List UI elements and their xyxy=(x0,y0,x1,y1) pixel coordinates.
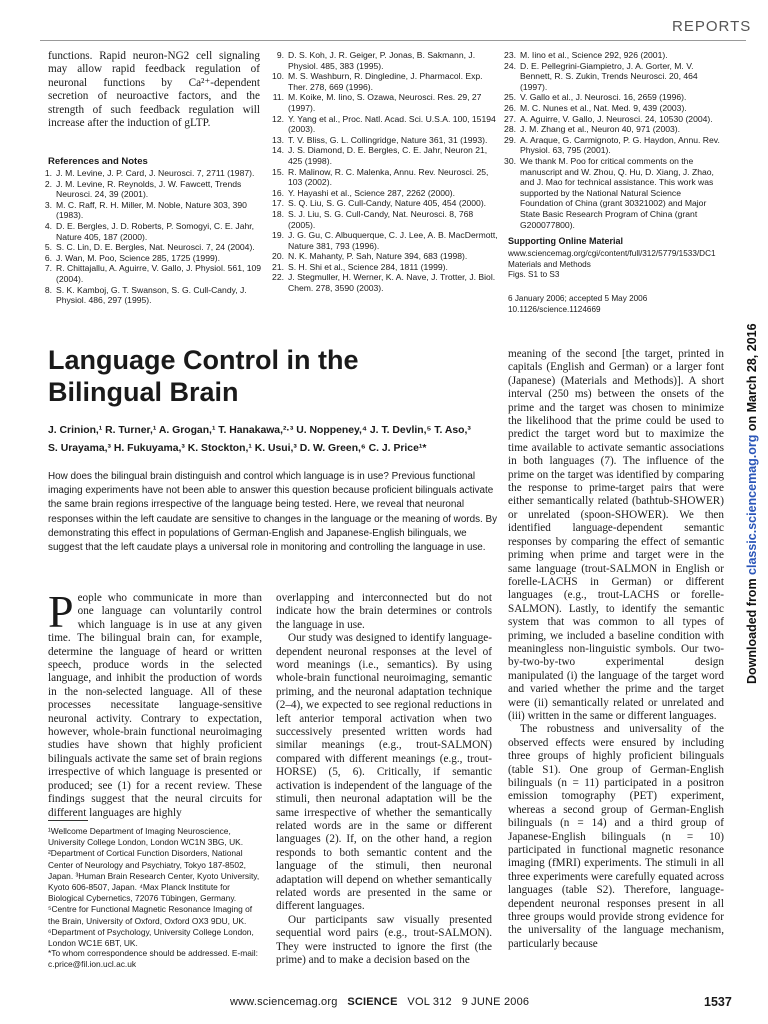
reference-item xyxy=(502,50,724,61)
reference-text: R. Malinow, R. C. Malenka, Annu. Rev. Neurosci. 25, 103 (2002). xyxy=(288,166,489,188)
reference-text: M. Koike, M. Iino, S. Ozawa, Neurosci. Res. 29, 27 (1997). xyxy=(288,92,482,113)
correspondence-note: *To whom correspondence should be addressed. E-mail: c.price@fil.ion.ucl.ac.uk xyxy=(48,948,258,970)
reference-item xyxy=(270,145,498,166)
reference-item xyxy=(502,135,724,156)
reference-item xyxy=(270,167,498,188)
reference-number: 27. xyxy=(504,113,516,124)
reference-text: J. M. Levine, R. Reynolds, J. W. Fawcett, Trends Neurosci. 24, 39 (2001). xyxy=(56,178,242,200)
reference-text: J. Stegmuller, H. Werner, K. A. Nave, J. Trotter, J. Biol. Chem. 278, 3590 (2003). xyxy=(288,272,496,294)
reference-number: 6. xyxy=(44,252,52,263)
reference-item xyxy=(270,272,498,293)
reference-number: 26. xyxy=(504,102,516,113)
authors-line: J. Crinion,¹ R. Turner,¹ A. Grogan,¹ T. Hanakawa,²·³ U. Noppeney,⁴ J. T. Devlin,⁵ T. Aso,³ xyxy=(48,425,471,436)
reference-text: R. Chittajallu, A. Aguirre, V. Gallo, J. Physiol. 561, 109 (2004). xyxy=(56,263,262,284)
reference-number: 4. xyxy=(44,220,52,231)
references-column-2 xyxy=(270,50,498,294)
reference-text: M. C. Raff, R. H. Miller, M. Noble, Nature 303, 390 (1983). xyxy=(56,199,247,221)
body-column-right xyxy=(508,348,724,951)
reference-number: 17. xyxy=(272,198,284,209)
reference-text: S. K. Kamboj, G. T. Swanson, S. G. Cull-Candy, J. Physiol. 486, 297 (1995). xyxy=(56,284,247,306)
reference-item xyxy=(270,198,498,209)
abstract: How does the bilingual brain distinguish and control which language is in use? Previous functional imaging experiments have not been able to answer this question because proficient bilinguals activate the same brain regions irrespective of the language being tested. Here, we reveal that neuronal responses within the left caudate are sensitive to changes in the language or the meaning of words. By demonstrating this effect in populations of German-English and Japanese-English bilinguals, we suggest that the left caudate plays a universal role in monitoring and controlling the language in use. xyxy=(48,471,498,554)
reference-number: 16. xyxy=(272,187,284,198)
supporting-material-url[interactable]: www.sciencemag.org/cgi/content/full/312/5779/1533/DC1 xyxy=(508,249,716,258)
reference-number: 12. xyxy=(272,113,284,124)
article-dates xyxy=(508,294,733,315)
drop-cap: P xyxy=(48,586,74,637)
reference-number: 2. xyxy=(44,178,52,189)
body-paragraph: Our participants saw visually presented sequential word pairs (e.g., trout-SALMON). They were instructed to ignore the first (the prime) and to make a decision based on the xyxy=(276,913,492,966)
reference-text: S. H. Shi et al., Science 284, 1811 (1999). xyxy=(288,261,448,272)
reference-text: Y. Hayashi et al., Science 287, 2262 (2000). xyxy=(288,187,456,198)
reference-item xyxy=(38,200,268,221)
references-column-3 xyxy=(502,50,724,230)
body-paragraph: eople who communicate in more than one language can voluntarily control which language is in use at any given time. The bilingual brain can, for example, determine the language of heard or written speech, produce words in the selected language, and inhibit the production of words in the non-selected language. All of these processes necessitate language-sensitive neuronal activity. Contrary to expectation, however, whole-brain functional neuroimaging studies have shown that highly proficient bilinguals activate the same set of brain regions irrespective of which language is presented or produced; see (1) for a recent review. These findings suggest that the neural circuits for different languages are highly xyxy=(48,592,262,819)
reference-text: T. V. Bliss, G. L. Collingridge, Nature 361, 31 (1993). xyxy=(288,134,488,145)
reference-item xyxy=(38,179,268,200)
reference-item xyxy=(38,253,268,264)
reference-number: 18. xyxy=(272,208,284,219)
watermark-suffix: on March 28, 2016 xyxy=(745,323,759,435)
supporting-material-heading: Supporting Online Material xyxy=(508,236,624,246)
reference-item xyxy=(502,61,724,93)
reference-text: D. S. Koh, J. R. Geiger, P. Jonas, B. Sakmann, J. Physiol. 485, 383 (1995). xyxy=(288,50,476,71)
body-paragraph: The robustness and universality of the observed effects were ensured by including three groups of highly proficient bilinguals (table S1). One group of German-English bilinguals (n = 11) participated in a positron emission tomography (PET) experiment, whereas a second group of German-English bilinguals (n = 14) and a third group of Japanese-English bilinguals (n = 10) participated in functional magnetic resonance imaging (fMRI) experiments. The stimuli in all three experiments were carefully equated across languages (table S2). Therefore, language-dependent neuronal responses present in all three groups would provide strong evidence for the universality of the language mechanism, particularly because xyxy=(508,723,724,950)
reference-item xyxy=(502,124,724,135)
reference-item xyxy=(270,50,498,71)
reference-number: 5. xyxy=(44,242,52,253)
reference-text: J. M. Zhang et al., Neuron 40, 971 (2003). xyxy=(520,124,681,135)
reference-text: S. J. Liu, S. G. Cull-Candy, Nat. Neurosci. 8, 768 (2005). xyxy=(288,208,474,230)
reference-text: J. G. Gu, C. Albuquerque, C. J. Lee, A. B. MacDermott, Nature 381, 793 (1996). xyxy=(288,230,498,251)
references-heading: References and Notes xyxy=(48,156,148,167)
reference-number: 20. xyxy=(272,251,284,262)
reference-text: J. Wan, M. Poo, Science 285, 1725 (1999). xyxy=(56,252,221,263)
previous-article-paragraph: functions. Rapid neuron-NG2 cell signaling may allow rapid feedback regulation of neuronal functions by Ca²⁺-dependent secretion of neuroactive factors, and the strength of such feedback regulation will increase after the induction of gLTP. xyxy=(48,50,260,130)
affiliations: ¹Wellcome Department of Imaging Neuroscience, University College London, London WC1N 3BG, UK. ²Department of Cortical Function Disorders, National Center of Neurology and Psychiatry, Tokyo 187-8502, Japan. ³Human Brain Research Center, Kyoto University, Kyoto 606-8507, Japan. ⁴Max Planck Institute for Biological Cybernetics, 72076 Tübingen, Germany. ⁵Centre for Functional Magnetic Resonance Imaging of the Brain, University of Oxford, Oxford OX3 9DU, UK. ⁶Department of Psychology, University College London, London WC1E 6BT, UK. xyxy=(48,826,260,949)
reference-text: A. Araque, G. Carmignoto, P. G. Haydon, Annu. Rev. Physiol. 63, 795 (2001). xyxy=(520,134,720,156)
reference-item xyxy=(38,285,268,306)
reference-item xyxy=(502,103,724,114)
reference-text: M. C. Nunes et al., Nat. Med. 9, 439 (2003). xyxy=(520,102,687,113)
article-title xyxy=(48,344,468,408)
reference-item xyxy=(270,188,498,199)
body-paragraph: overlapping and interconnected but do not indicate how the brain determines or controls the language in use. xyxy=(276,592,492,631)
reference-number: 11. xyxy=(272,92,284,103)
reference-text: J. S. Diamond, D. E. Bergles, C. E. Jahr, Neuron 21, 425 (1998). xyxy=(288,145,488,166)
reference-text: D. E. Bergles, J. D. Roberts, P. Somogyi, C. E. Jahr, Nature 405, 187 (2000). xyxy=(56,220,255,242)
reference-number: 3. xyxy=(44,199,52,210)
reference-number: 1. xyxy=(44,168,52,178)
reference-item xyxy=(270,71,498,92)
reference-text: Y. Yang et al., Proc. Natl. Acad. Sci. U.S.A. 100, 15194 (2003). xyxy=(288,113,496,135)
section-label: REPORTS xyxy=(672,18,752,35)
reference-number: 21. xyxy=(272,261,284,272)
reference-number: 9. xyxy=(276,50,284,60)
footer-volume: VOL 312 xyxy=(407,996,452,1008)
reference-text: A. Aguirre, V. Gallo, J. Neurosci. 24, 10530 (2004). xyxy=(520,113,713,124)
reference-text: We thank M. Poo for critical comments on the manuscript and W. Zhou, Q. Hu, D. Xiang, J. Zhao, and J. Mao for technical assistance. This work was supported by the National Natural Science Foundation of China (grant 30321002) and Major State Basic Research Program of China (grant G200077800). xyxy=(520,155,714,230)
reference-number: 8. xyxy=(44,284,52,295)
download-watermark xyxy=(745,323,759,684)
reference-number: 25. xyxy=(504,92,516,103)
footer-journal: SCIENCE xyxy=(347,996,398,1008)
reference-item xyxy=(502,92,724,103)
title-line: Language Control in the xyxy=(48,345,359,375)
reference-number: 29. xyxy=(504,134,516,145)
title-line: Bilingual Brain xyxy=(48,377,239,407)
reference-number: 28. xyxy=(504,124,516,135)
reference-number: 19. xyxy=(272,230,284,241)
received-accepted-dates: 6 January 2006; accepted 5 May 2006 xyxy=(508,294,648,303)
reference-number: 30. xyxy=(504,155,516,166)
page-number: 1537 xyxy=(704,995,732,1009)
authors-line: S. Urayama,³ H. Fukuyama,³ K. Stockton,¹ K. Usui,³ D. W. Green,⁶ C. J. Price¹* xyxy=(48,443,427,454)
reference-item xyxy=(270,209,498,230)
reference-number: 23. xyxy=(504,50,516,60)
doi: 10.1126/science.1124669 xyxy=(508,304,601,314)
reference-text: S. Q. Liu, S. G. Cull-Candy, Nature 405, 454 (2000). xyxy=(288,198,487,209)
supporting-material-info xyxy=(508,249,733,281)
supporting-material-line: Materials and Methods xyxy=(508,259,591,269)
reference-number: 13. xyxy=(272,134,284,145)
body-column-middle xyxy=(276,592,492,967)
references-column-1 xyxy=(38,168,268,306)
reference-item xyxy=(270,135,498,146)
affiliations-divider xyxy=(48,820,88,821)
reference-item xyxy=(38,221,268,242)
reference-item xyxy=(270,230,498,251)
body-paragraph: Our study was designed to identify language-dependent neuronal responses at the level of word meanings (i.e., semantics). By using whole-brain functional neuroimaging, semantic priming, and the neuronal adaptation technique (2–4), we expected to see regional reductions in left anterior temporal activation when two successively presented written words had similar meanings (e.g., trout-SALMON) compared with different meanings (e.g., trout-HORSE) (5, 6). Critically, if semantic activation is independent of the language of the stimuli, then neuronal adaptation will be the same irrespective of whether the semantically related words are in the same or different languages (2). If, on the other hand, a region responds to both semantic content and the language of the stimuli, then neuronal adaptation will depend on whether semantically related words are presented in the same or different languages. xyxy=(276,632,492,913)
reference-text: M. Iino et al., Science 292, 926 (2001). xyxy=(520,50,668,60)
reference-number: 14. xyxy=(272,145,284,156)
reference-item xyxy=(502,114,724,125)
reference-item xyxy=(270,251,498,262)
reference-text: N. K. Mahanty, P. Sah, Nature 394, 683 (1998). xyxy=(288,251,468,262)
reference-item xyxy=(270,262,498,273)
header-divider xyxy=(40,40,746,41)
reference-item xyxy=(270,92,498,113)
footer-info xyxy=(230,996,529,1008)
reference-text: M. S. Washburn, R. Dingledine, J. Pharmacol. Exp. Ther. 278, 669 (1996). xyxy=(288,71,483,92)
watermark-prefix: Downloaded from xyxy=(745,574,759,684)
reference-item xyxy=(38,168,268,179)
reference-number: 22. xyxy=(272,272,284,283)
reference-item xyxy=(502,156,724,230)
body-column-left xyxy=(48,586,262,820)
body-paragraph: meaning of the second [the target, printed in capitals (English and German) or a larger font (Japanese) (Materials and Methods)]. A short interval (250 ms) between the onsets of the prime and the target was chosen to minimize the likelihood that the prime could be used to predict the target word but to maximize the time available to activate semantic associations in both languages (7). The influence of the prime on the target was identified by comparing the response to prime-target pairs that were either semantically related (bathtub-SHOWER) or unrelated (spoon-SHOWER). We then identified language-dependent semantic responses by comparing the effect of semantic priming when prime and target were in the same language (trout-SALMON in English or forelle-LACHS in German) or different languages (e.g., trout-LACHS or forelle-SALMON). Lastly, to identify the semantic system that was common to all types of priming, we included a baseline condition with meaningless non-linguistic symbols. Our two-by-two-by-two experimental design manipulated (i) the language of the target word and varied whether the prime and the target were (ii) semantically related or unrelated and (iii) written in the same or different languages. xyxy=(508,348,724,722)
reference-number: 7. xyxy=(44,263,52,274)
reference-text: D. E. Pellegrini-Giampietro, J. A. Gorter, M. V. Bennett, R. S. Zukin, Trends Neurosci. 20, 464 (1997). xyxy=(520,60,698,92)
reference-number: 10. xyxy=(272,71,284,82)
reference-text: S. C. Lin, D. E. Bergles, Nat. Neurosci. 7, 24 (2004). xyxy=(56,242,255,253)
author-list xyxy=(48,422,498,458)
supporting-material-line: Figs. S1 to S3 xyxy=(508,270,560,279)
reference-number: 24. xyxy=(504,60,516,71)
reference-number: 15. xyxy=(272,166,284,177)
reference-item xyxy=(38,263,268,284)
reference-item xyxy=(38,242,268,253)
footer-url[interactable]: www.sciencemag.org xyxy=(230,996,338,1008)
reference-item xyxy=(270,114,498,135)
watermark-link[interactable]: classic.sciencemag.org xyxy=(745,434,759,575)
footer-date: 9 JUNE 2006 xyxy=(461,996,530,1008)
reference-text: J. M. Levine, J. P. Card, J. Neurosci. 7, 2711 (1987). xyxy=(56,168,255,178)
reference-text: V. Gallo et al., J. Neurosci. 16, 2659 (1996). xyxy=(520,92,687,103)
